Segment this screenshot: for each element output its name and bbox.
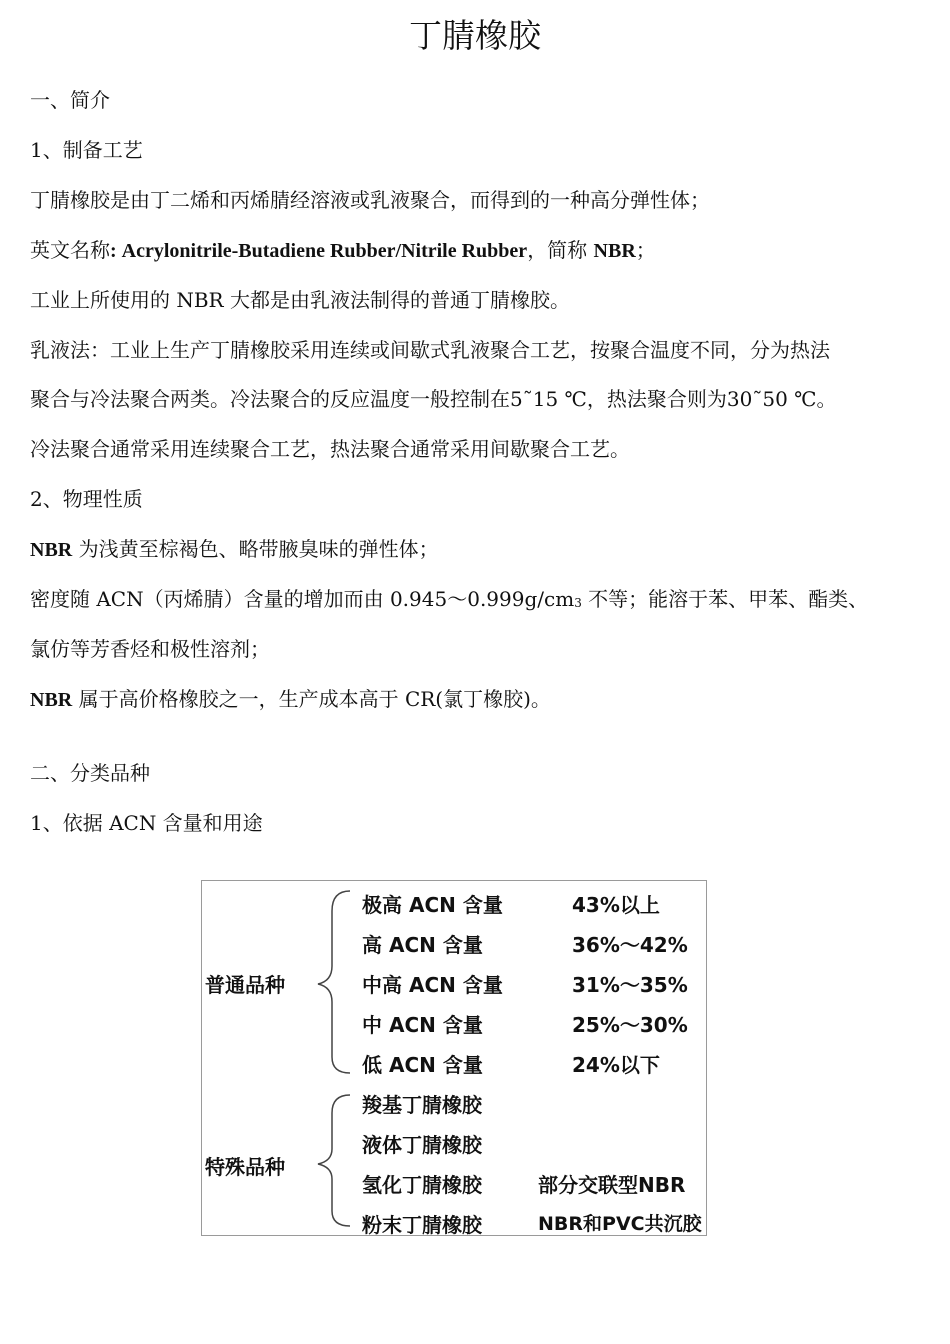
- group-label-special: 特殊品种: [205, 1155, 285, 1179]
- acn-item-value: 24%以下: [572, 1053, 660, 1077]
- english-name-abbr: NBR: [593, 240, 636, 262]
- special-item-name: 粉末丁腈橡胶: [362, 1213, 482, 1237]
- group-label-normal: 普通品种: [205, 973, 285, 997]
- english-name-end: ；: [635, 238, 656, 262]
- acn-item-name: 低 ACN 含量: [362, 1053, 483, 1077]
- section-heading-intro: 一、简介: [30, 88, 110, 112]
- english-name-prefix: 英文名称: [30, 238, 110, 262]
- paragraph-english-name: [30, 234, 656, 263]
- acn-item-value: 36%～42%: [572, 933, 688, 957]
- density-text-b: 不等；能溶于苯、甲苯、酯类、: [581, 587, 869, 611]
- cost-text: 属于高价格橡胶之一，生产成本高于 CR(氯丁橡胶)。: [72, 687, 551, 711]
- brace-special-icon: [318, 1095, 350, 1226]
- acn-item-value: 25%～30%: [572, 1013, 688, 1037]
- special-item-name: 液体丁腈橡胶: [362, 1133, 482, 1157]
- paragraph-emulsion-line2: 聚合与冷法聚合两类。冷法聚合的反应温度一般控制在5˜15 ℃，热法聚合则为30˜50 ℃。: [30, 387, 837, 411]
- acn-item-value: 31%～35%: [572, 973, 688, 997]
- paragraph-density-line1: [30, 583, 868, 612]
- acn-item-name: 中高 ACN 含量: [362, 973, 503, 997]
- appearance-text: 为浅黄至棕褐色、略带腋臭味的弹性体；: [72, 537, 439, 561]
- paragraph-cost: [30, 683, 551, 712]
- acn-item-name: 极高 ACN 含量: [362, 893, 503, 917]
- english-name-value: : Acrylonitrile-Butadiene Rubber/Nitrile Rubber: [110, 240, 528, 262]
- subheading-physical-properties: 2、物理性质: [30, 487, 143, 511]
- acn-item-name: 高 ACN 含量: [362, 933, 483, 957]
- density-text-a: 密度随 ACN（丙烯腈）含量的增加而由 0.945～0.999g/cm: [30, 587, 575, 611]
- subheading-acn-content: 1、依据 ACN 含量和用途: [30, 811, 263, 835]
- paragraph-density-line2: 氯仿等芳香烃和极性溶剂；: [30, 637, 270, 661]
- page-title: 丁腈橡胶: [409, 16, 541, 55]
- brace-normal-icon: [318, 891, 350, 1073]
- paragraph-appearance: [30, 533, 439, 562]
- section-heading-classification: 二、分类品种: [30, 761, 150, 785]
- paragraph-emulsion-line1: 乳液法：工业上生产丁腈橡胶采用连续或间歇式乳液聚合工艺，按聚合温度不同，分为热法: [30, 338, 830, 362]
- cost-nbr: NBR: [30, 689, 73, 711]
- classification-diagram: [201, 880, 707, 1236]
- special-item-note: NBR和PVC共沉胶: [538, 1213, 702, 1235]
- appearance-nbr: NBR: [30, 539, 73, 561]
- special-item-name: 羧基丁腈橡胶: [362, 1093, 482, 1117]
- subheading-preparation: 1、制备工艺: [30, 138, 143, 162]
- acn-item-name: 中 ACN 含量: [362, 1013, 483, 1037]
- density-superscript: 3: [574, 596, 582, 610]
- acn-item-value: 43%以上: [572, 893, 660, 917]
- english-name-mid: ，简称: [527, 238, 594, 262]
- paragraph-definition: 丁腈橡胶是由丁二烯和丙烯腈经溶液或乳液聚合，而得到的一种高分弹性体；: [30, 188, 710, 212]
- paragraph-emulsion-line3: 冷法聚合通常采用连续聚合工艺，热法聚合通常采用间歇聚合工艺。: [30, 437, 630, 461]
- special-item-note: 部分交联型NBR: [538, 1173, 686, 1197]
- paragraph-industrial-use: 工业上所使用的 NBR 大都是由乳液法制得的普通丁腈橡胶。: [30, 288, 570, 312]
- special-item-name: 氢化丁腈橡胶: [362, 1173, 482, 1197]
